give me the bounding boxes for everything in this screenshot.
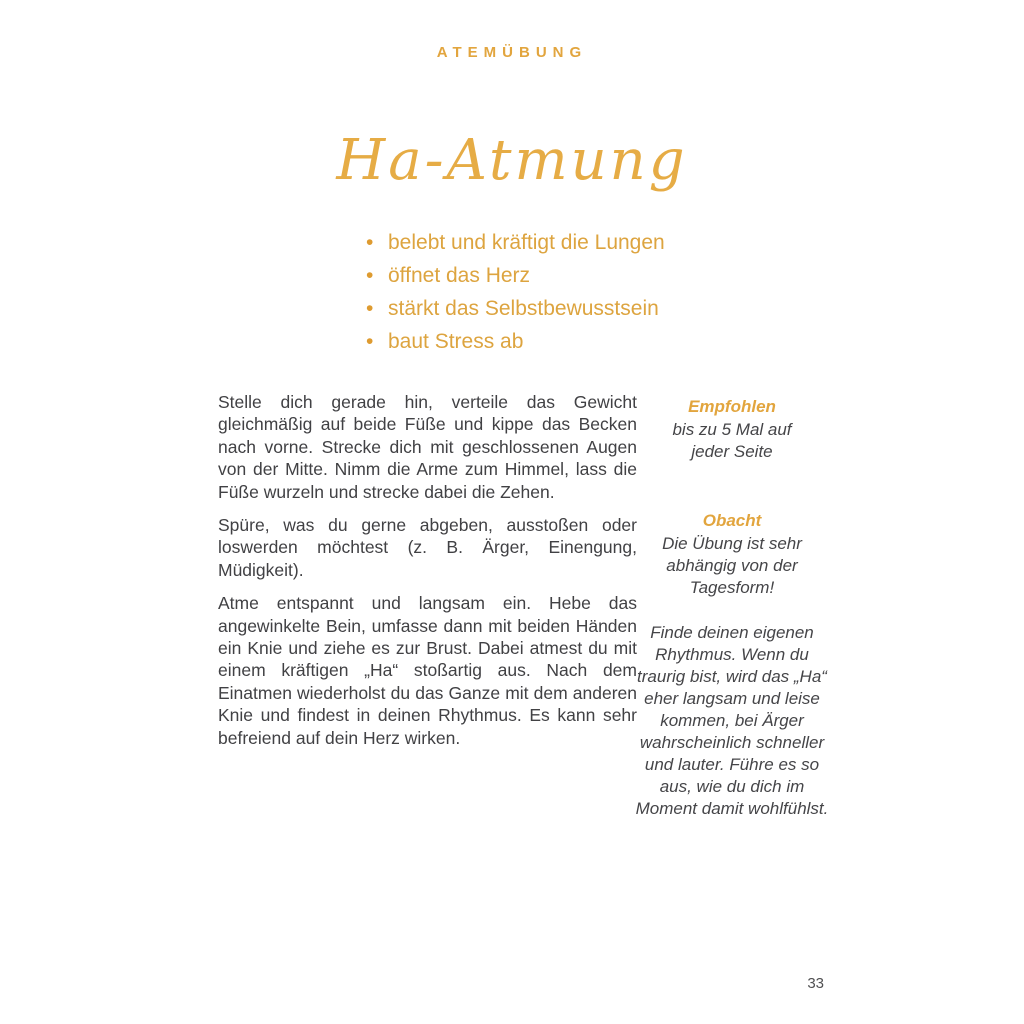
instruction-paragraph: Atme entspannt und langsam ein. Hebe das angewinkelte Bein, umfasse dann mit beiden Händen ein Knie und ziehe es zur Brust. Dabei atmest du mit einem kräftigen „Ha“ stoßartig aus. Nach dem Einatmen wiederholst du das Ganze mit dem anderen Knie und findest in deinen Rhythmus. Es kann sehr befreiend auf dein Herz wirken. bbox=[218, 593, 637, 748]
bullet-icon: • bbox=[366, 297, 374, 320]
recommended-text: bis zu 5 Mal auf jeder Seite bbox=[672, 420, 792, 461]
page-title: Ha-Atmung bbox=[336, 128, 688, 193]
benefit-text: baut Stress ab bbox=[388, 330, 524, 353]
instruction-paragraph: Spüre, was du gerne abgeben, ausstoßen oder loswerden möchtest (z. B. Ärger, Einengung, Müdigkeit). bbox=[218, 515, 637, 580]
benefit-text: stärkt das Selbstbewusstsein bbox=[388, 297, 659, 320]
bullet-icon: • bbox=[366, 330, 374, 353]
benefits-list bbox=[366, 226, 665, 358]
benefit-text: öffnet das Herz bbox=[388, 264, 531, 287]
benefit-item bbox=[366, 325, 665, 358]
benefit-item bbox=[366, 292, 665, 325]
bullet-icon: • bbox=[366, 264, 374, 287]
instructions-column bbox=[218, 391, 637, 760]
caution-block bbox=[634, 510, 830, 599]
sidebar-note: Finde deinen eigenen Rhythmus. Wenn du traurig bist, wird das „Ha“ eher langsam und leise kommen, bei Ärger wahrscheinlich schneller und lauter. Führe es so aus, wie du dich im Moment damit wohlfühlst. bbox=[635, 623, 829, 818]
instruction-paragraph: Stelle dich gerade hin, verteile das Gewicht gleichmäßig auf beide Füße und kippe das Becken nach vorne. Strecke dich mit geschlossenen Augen von der Mitte. Nimm die Arme zum Himmel, lass die Füße wurzeln und strecke dabei die Zehen. bbox=[218, 392, 637, 502]
caution-text: Die Übung ist sehr abhängig von der Tagesform! bbox=[662, 534, 802, 597]
caution-label: Obacht bbox=[702, 511, 762, 530]
bullet-icon: • bbox=[366, 231, 374, 254]
benefit-text: belebt und kräftigt die Lungen bbox=[388, 231, 665, 254]
recommended-label: Empfohlen bbox=[688, 397, 776, 416]
section-kicker: ATEMÜBUNG bbox=[436, 44, 588, 61]
recommended-block bbox=[634, 396, 830, 463]
benefit-item bbox=[366, 259, 665, 292]
benefit-item bbox=[366, 226, 665, 259]
page-number: 33 bbox=[807, 975, 824, 992]
sidebar-column bbox=[634, 396, 830, 820]
